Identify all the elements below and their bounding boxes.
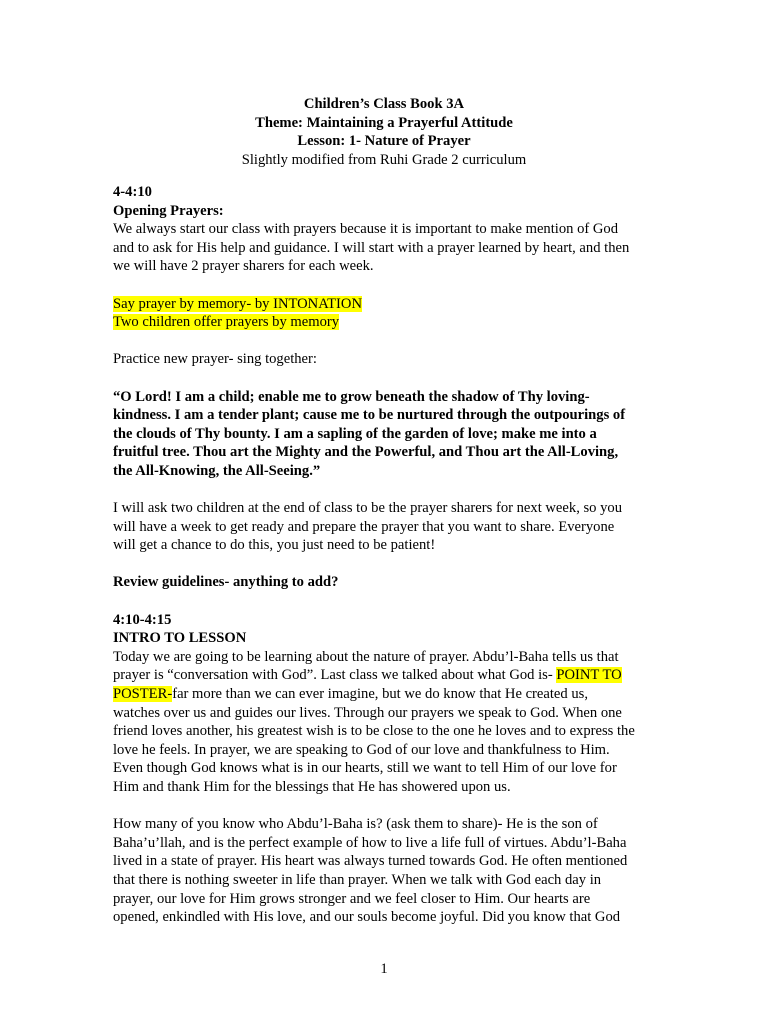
text-line: kindness. I am a tender plant; cause me to be nurtured through the outpourings of	[113, 407, 626, 424]
text-line: will have a week to get ready and prepare the prayer that you want to share. Everyone	[113, 518, 615, 535]
text-line: the clouds of Thy bounty. I am a sapling of the garden of love; make me into a	[113, 425, 597, 442]
text-line	[113, 685, 658, 704]
text-line: I will ask two children at the end of class to be the prayer sharers for next week, so you	[113, 500, 622, 517]
paragraph	[113, 220, 658, 276]
text-line: Today we are going to be learning about the nature of prayer. Abdu’l-Baha tells us that	[113, 648, 619, 665]
text-line: prayer, our love for Him grows stronger and we feel closer to Him. Our hearts are	[113, 890, 591, 907]
text-line: that there is nothing sweeter in life than prayer. When we talk with God each day in	[113, 871, 602, 888]
text-line: and to ask for His help and guidance. I will start with a prayer learned by heart, and then	[113, 239, 630, 256]
text-line: the All-Knowing, the All-Seeing.”	[113, 462, 321, 479]
text-span: far more than we can ever imagine, but we do know that He created us,	[172, 686, 588, 703]
text-line: watches over us and guides our lives. Through our prayers we speak to God. When one	[113, 704, 622, 721]
instruction-text: Practice new prayer- sing together:	[113, 351, 317, 368]
prayer-quote	[113, 388, 658, 481]
section-heading: Opening Prayers:	[113, 202, 224, 219]
text-line: How many of you know who Abdu’l-Baha is? (ask them to share)- He is the son of	[113, 816, 598, 833]
text-line: will get a chance to do this, you just need to be patient!	[113, 537, 436, 554]
highlighted-instruction: Two children offer prayers by memory	[113, 314, 340, 331]
text-line: We always start our class with prayers because it is important to make mention of God	[113, 221, 619, 238]
document-header	[0, 95, 768, 169]
text-line: we will have 2 prayer sharers for each week.	[113, 258, 374, 275]
highlighted-instruction: POSTER-	[113, 686, 173, 703]
text-line: Baha’u’llah, and is the perfect example of how to live a life full of virtues. Abdu’l-Baha	[113, 834, 627, 851]
text-line	[113, 666, 658, 685]
text-line: opened, enkindled with His love, and our souls become joyful. Did you know that God	[113, 909, 621, 926]
text-line: lived in a state of prayer. His heart was always turned towards God. He often mentioned	[113, 853, 628, 870]
source-note: Slightly modified from Ruhi Grade 2 curriculum	[241, 151, 527, 168]
section-time: 4:10-4:15	[113, 611, 172, 628]
text-line: “O Lord! I am a child; enable me to grow beneath the shadow of Thy loving-	[113, 388, 590, 405]
highlighted-instruction: POINT TO	[556, 667, 622, 684]
paragraph	[113, 499, 658, 555]
review-heading: Review guidelines- anything to add?	[113, 574, 339, 591]
text-line: Even though God knows what is in our hearts, still we want to tell Him of our love for	[113, 760, 617, 777]
text-line: Him and thank Him for the blessings that He has showered upon us.	[113, 779, 511, 795]
document-theme: Theme: Maintaining a Prayerful Attitude	[255, 114, 513, 131]
text-line: friend loves another, his greatest wish is to be close to the one he loves and to express the	[113, 723, 635, 740]
text-span: prayer is “conversation with God”. Last class we talked about what God is-	[113, 667, 557, 684]
highlighted-instruction: Say prayer by memory- by INTONATION	[113, 295, 362, 312]
lesson-title: Lesson: 1- Nature of Prayer	[297, 133, 471, 150]
paragraph	[113, 648, 658, 797]
section-heading: INTRO TO LESSON	[113, 630, 247, 647]
text-line: fruitful tree. Thou art the Mighty and the Powerful, and Thou art the All-Loving,	[113, 444, 619, 461]
section-time: 4-4:10	[113, 184, 152, 200]
page-number: 1	[380, 961, 388, 977]
text-line: love he feels. In prayer, we are speaking to God of our love and thankfulness to Him.	[113, 741, 610, 758]
paragraph	[113, 815, 658, 927]
document-body	[113, 183, 658, 927]
document-title: Children’s Class Book 3A	[303, 96, 465, 112]
